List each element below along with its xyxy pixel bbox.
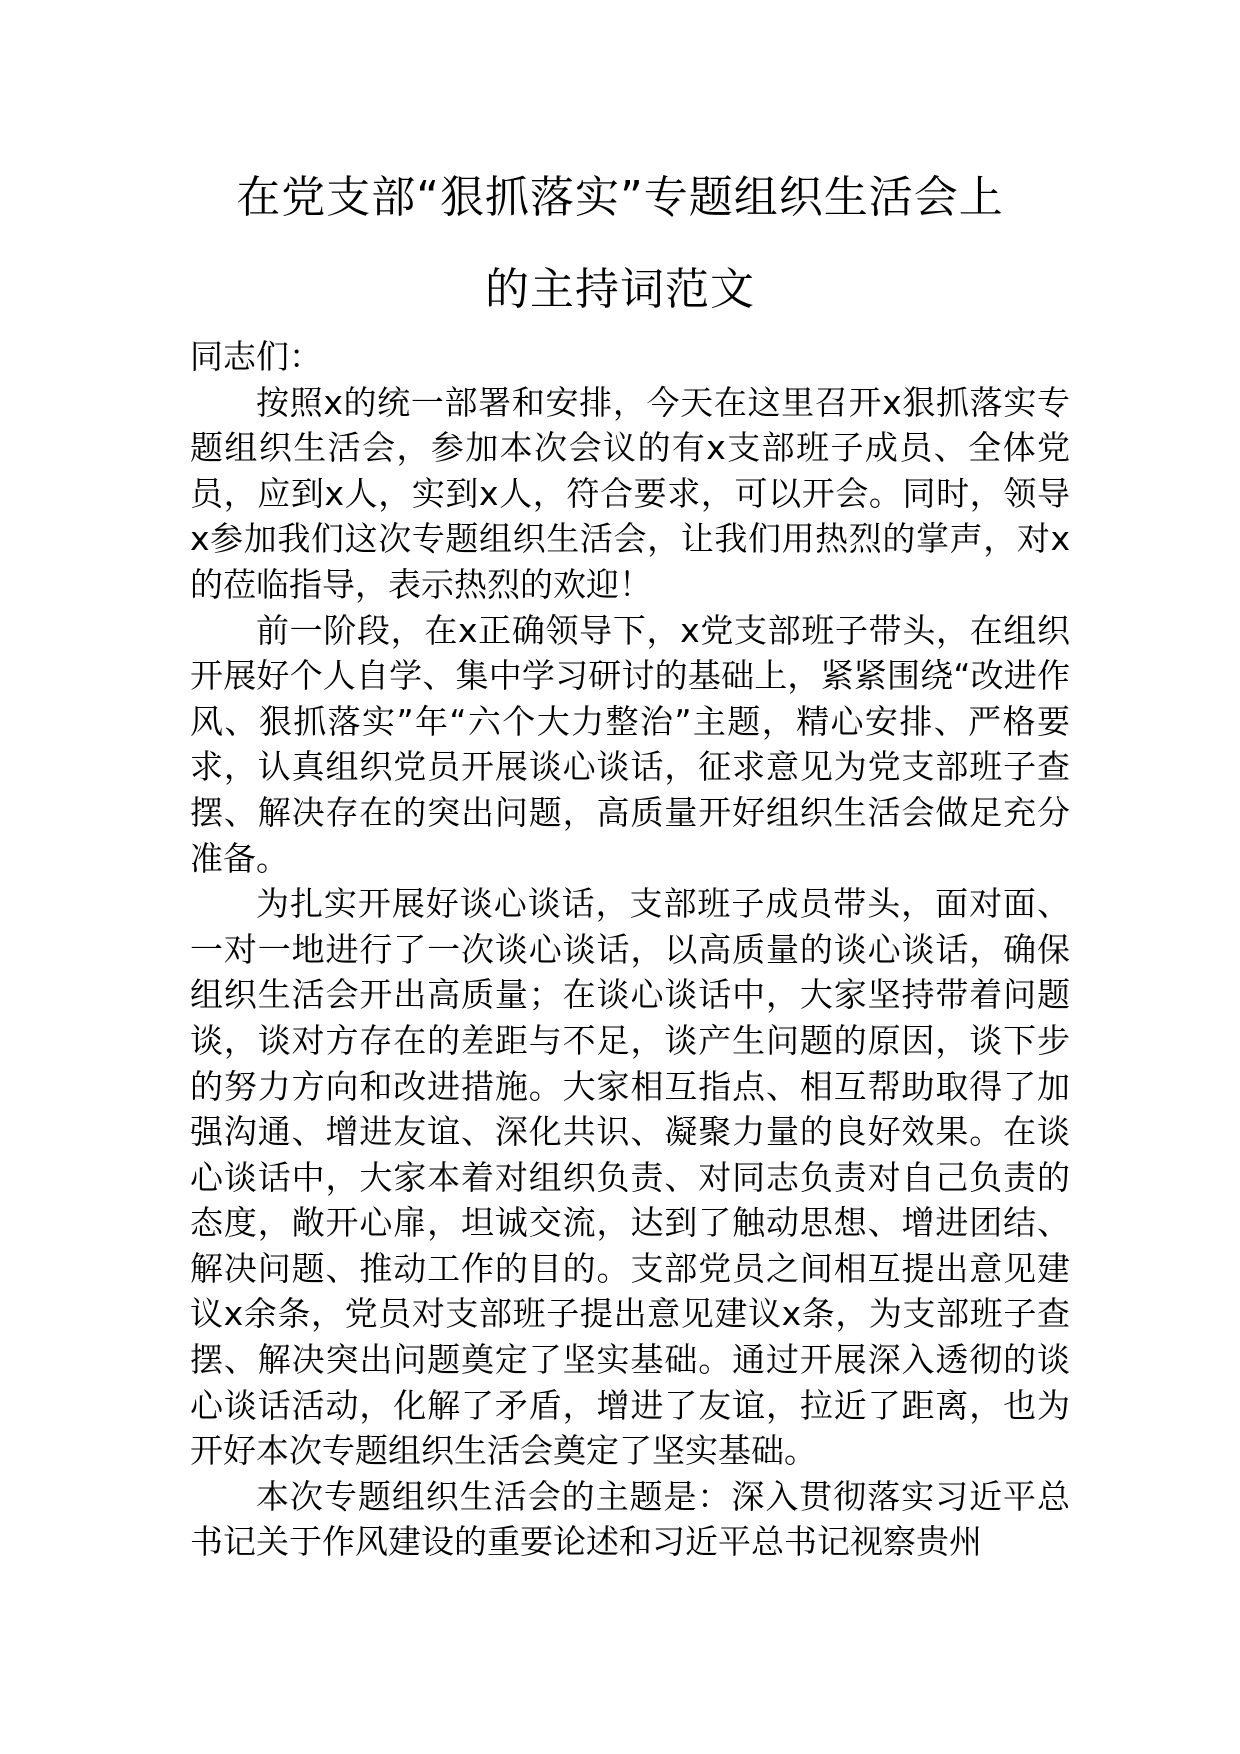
document-title-line-2: 的主持词范文 <box>485 264 755 315</box>
paragraph-1: 按照x的统一部署和安排，今天在这里召开x狠抓落实专题组织生活会，参加本次会议的有x支部班子成员、全体党员，应到x人，实到x人，符合要求，可以开会。同时，领导x参加我们这次专题组织生活会，让我们用热烈的掌声，对x的莅临指导，表示热烈的欢迎！ <box>190 382 1070 604</box>
document-body <box>190 334 1070 1565</box>
paragraph-4: 本次专题组织生活会的主题是：深入贯彻落实习近平总书记关于作风建设的重要论述和习近平总书记视察贵州 <box>190 1476 1070 1562</box>
paragraph-3: 为扎实开展好谈心谈话，支部班子成员带头，面对面、一对一地进行了一次谈心谈话，以高质量的谈心谈话，确保组织生活会开出高质量；在谈心谈话中，大家坚持带着问题谈，谈对方存在的差距与不足，谈产生问题的原因，谈下步的努力方向和改进措施。大家相互指点、相互帮助取得了加强沟通、增进友谊、深化共识、凝聚力量的良好效果。在谈心谈话中，大家本着对组织负责、对同志负责对自己负责的态度，敞开心扉，坦诚交流，达到了触动思想、增进团结、解决问题、推动工作的目的。支部党员之间相互提出意见建议x余条，党员对支部班子提出意见建议x条，为支部班子查摆、解决突出问题奠定了坚实基础。通过开展深入透彻的谈心谈话活动，化解了矛盾，增进了友谊，拉近了距离，也为开好本次专题组织生活会奠定了坚实基础。 <box>190 884 1070 1471</box>
paragraph-2: 前一阶段，在x正确领导下，x党支部班子带头，在组织开展好个人自学、集中学习研讨的基础上，紧紧围绕“改进作风、狠抓落实”年“六个大力整治”主题，精心安排、严格要求，认真组织党员开展谈心谈话，征求意见为党支部班子查摆、解决存在的突出问题，高质量开好组织生活会做足充分准备。 <box>190 610 1070 878</box>
document-title-line-1: 在党支部“狠抓落实”专题组织生活会上 <box>236 172 1004 223</box>
salutation: 同志们： <box>190 337 322 376</box>
